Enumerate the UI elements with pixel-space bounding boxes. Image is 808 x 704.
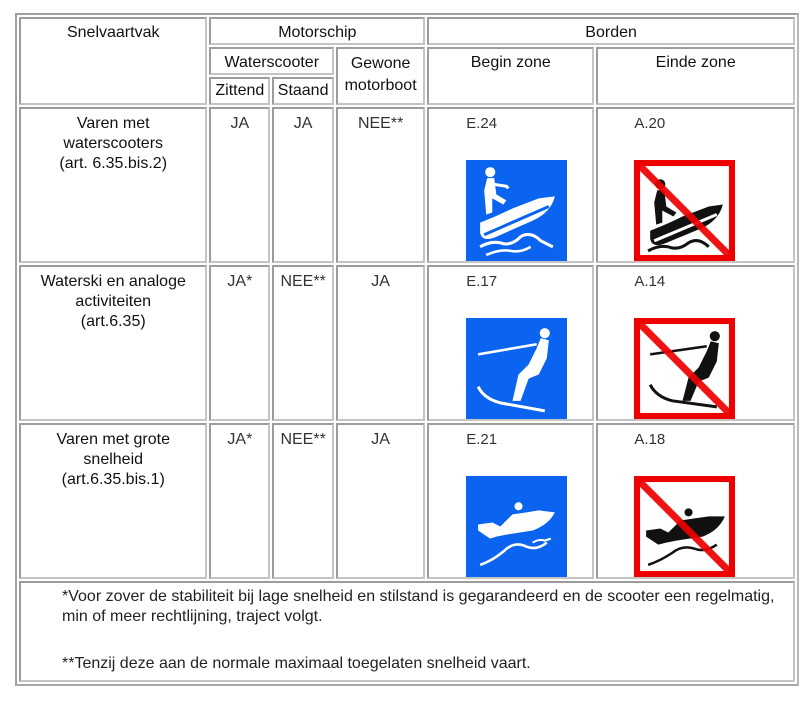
sign-code: E.21 xyxy=(466,431,498,448)
no-speedboat-sign-icon xyxy=(634,476,735,577)
jetski-sign-icon xyxy=(466,160,567,261)
cell-begin-zone xyxy=(427,423,594,579)
cell-gewone-motorboot: JA xyxy=(336,265,425,421)
label-line: (art.6.35) xyxy=(80,313,146,330)
row-label xyxy=(19,423,207,579)
header-gewone-motorboot: Gewone motorboot xyxy=(336,47,425,105)
cell-staand: NEE** xyxy=(272,423,334,579)
header-motorschip: Motorschip xyxy=(209,17,425,45)
speedboat-sign-icon xyxy=(466,476,567,577)
cell-gewone-motorboot: NEE** xyxy=(336,107,425,263)
label-line: Varen met grote xyxy=(56,431,170,448)
cell-zittend: JA* xyxy=(209,423,270,579)
footnotes xyxy=(19,581,795,682)
label-line: (art.6.35.bis.1) xyxy=(61,471,165,488)
label-line: waterscooters xyxy=(63,135,164,152)
header-snelvaartvak: Snelvaartvak xyxy=(19,17,207,105)
cell-staand: JA xyxy=(272,107,334,263)
header-einde-zone: Einde zone xyxy=(596,47,795,105)
no-jetski-sign-icon xyxy=(634,160,735,261)
header-zittend: Zittend xyxy=(209,77,270,105)
header-begin-zone: Begin zone xyxy=(427,47,594,105)
cell-zittend: JA xyxy=(209,107,270,263)
table-row xyxy=(19,107,795,263)
sign-code: E.24 xyxy=(466,115,498,132)
sign-code: E.17 xyxy=(466,273,498,290)
cell-einde-zone xyxy=(596,107,795,263)
no-waterski-sign-icon xyxy=(634,318,735,419)
row-label xyxy=(19,107,207,263)
regulations-table xyxy=(15,13,799,686)
header-waterscooter: Waterscooter xyxy=(209,47,334,75)
header-borden: Borden xyxy=(427,17,795,45)
cell-staand: NEE** xyxy=(272,265,334,421)
table-row xyxy=(19,423,795,579)
sign-code: A.20 xyxy=(634,115,666,132)
footnotes-row xyxy=(19,581,795,682)
label-line: (art. 6.35.bis.2) xyxy=(59,155,168,172)
header-staand: Staand xyxy=(272,77,334,105)
label-line: Varen met xyxy=(76,115,150,132)
cell-begin-zone xyxy=(427,107,594,263)
sign-code: A.14 xyxy=(634,273,666,290)
waterski-sign-icon xyxy=(466,318,567,419)
cell-einde-zone xyxy=(596,423,795,579)
footnote-1: *Voor zover de stabiliteit bij lage snelheid en stilstand is gegarandeerd en de scooter een regelmatig, min of meer rechtlijning, traject volgt. xyxy=(62,588,775,625)
cell-begin-zone xyxy=(427,265,594,421)
cell-einde-zone xyxy=(596,265,795,421)
cell-zittend: JA* xyxy=(209,265,270,421)
cell-gewone-motorboot: JA xyxy=(336,423,425,579)
row-label xyxy=(19,265,207,421)
footnote-2: **Tenzij deze aan de normale maximaal toegelaten snelheid vaart. xyxy=(62,655,531,672)
label-line: activiteiten xyxy=(75,293,152,310)
label-line: Waterski en analoge xyxy=(40,273,186,290)
sign-code: A.18 xyxy=(634,431,666,448)
table-row xyxy=(19,265,795,421)
label-line: snelheid xyxy=(83,451,144,468)
